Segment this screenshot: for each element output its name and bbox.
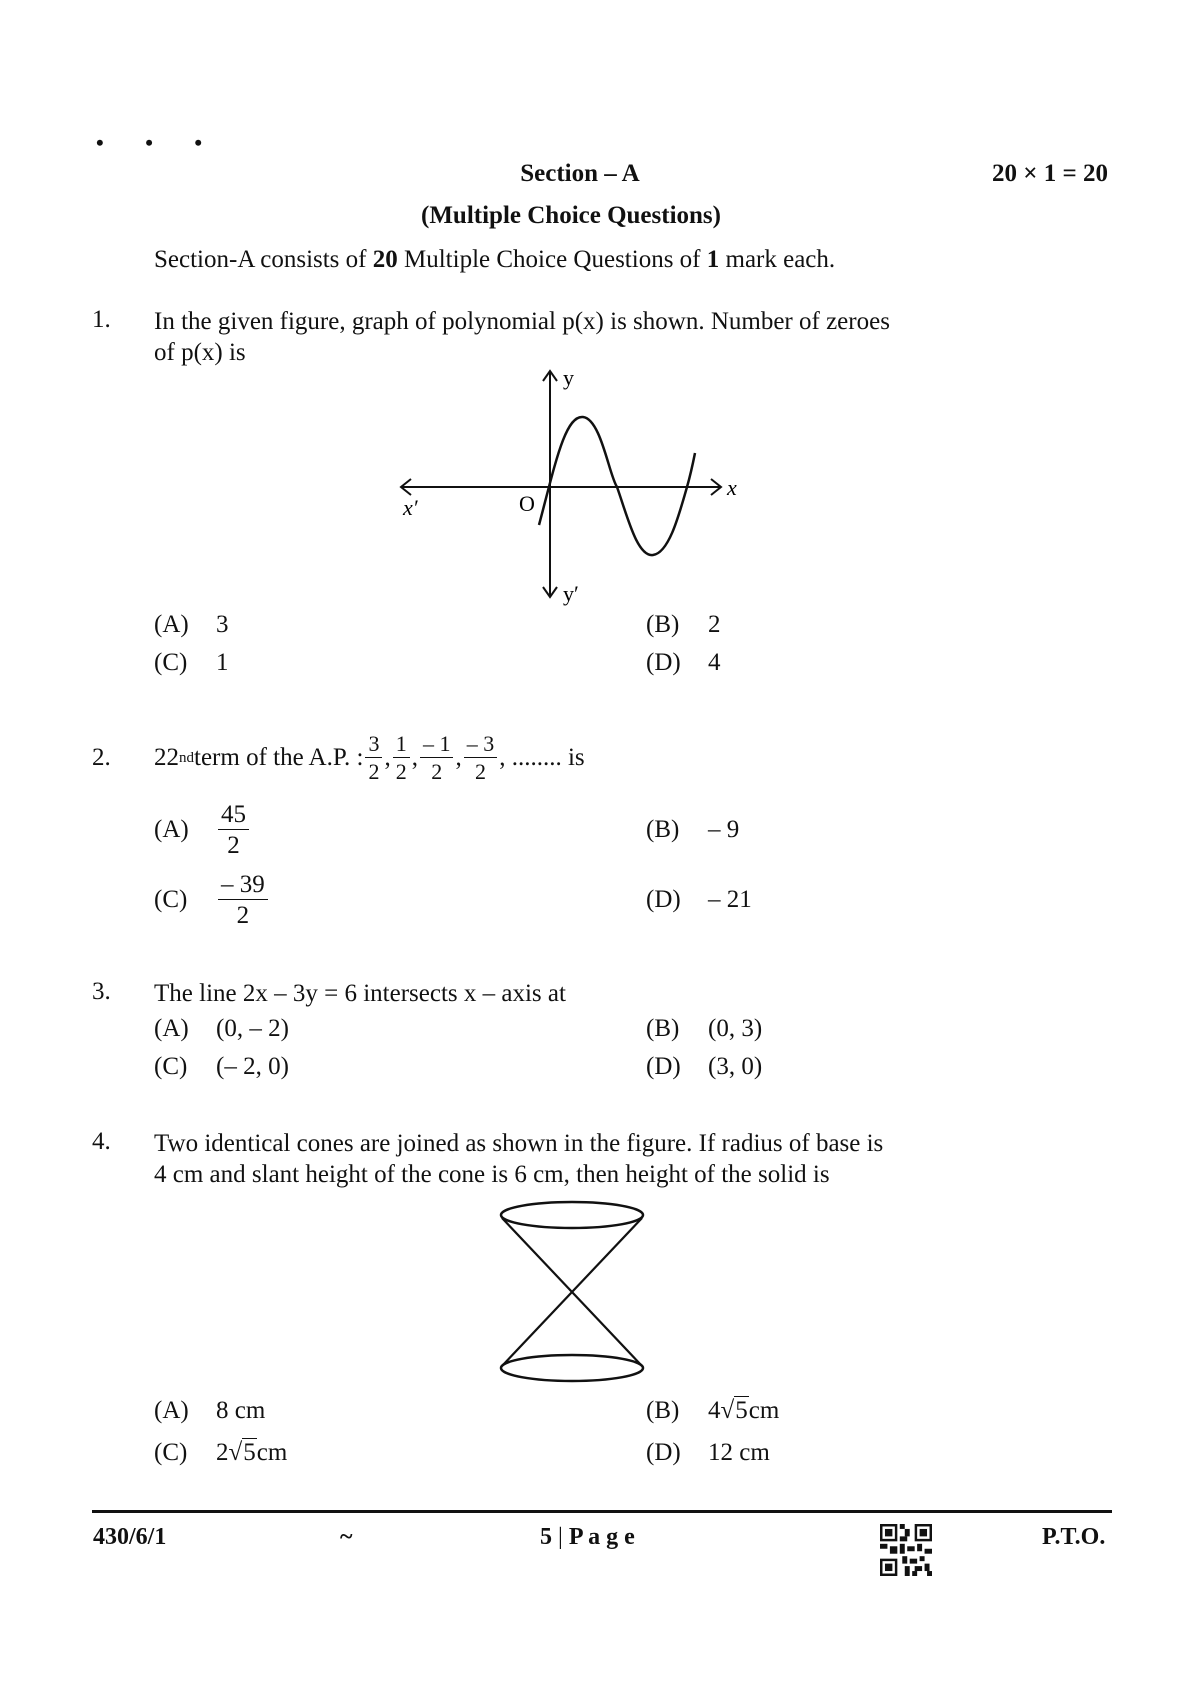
question-3-number: 3. [92, 978, 111, 1005]
q1-option-c[interactable]: (C) 1 [154, 649, 229, 676]
q2-option-d[interactable]: (D) – 21 [646, 886, 752, 913]
q4-option-a[interactable]: (A) 8 cm [154, 1397, 266, 1424]
y-axis-label: y [563, 365, 574, 390]
paper-code: 430/6/1 [93, 1524, 167, 1550]
origin-label: O [519, 491, 535, 516]
question-4-text: Two identical cones are joined as shown in the figure. If radius of base is 4 cm and slant height of the cone is 6 cm, then height of the solid is [154, 1130, 884, 1188]
q2-option-a[interactable]: (A) $\frac{45}{2}$ [154, 798, 251, 862]
section-intro: Section-A consists of 20 Multiple Choice Questions of 1 mark each. [154, 246, 836, 273]
q3-option-b[interactable]: (B) (0, 3) [646, 1015, 763, 1042]
please-turn-over: P.T.O. [1042, 1524, 1106, 1550]
q3-option-a[interactable]: (A) (0, – 2) [154, 1015, 289, 1042]
section-subtitle: (Multiple Choice Questions) [421, 202, 721, 229]
sqrt-symbol: √5 [228, 1439, 256, 1466]
question-2-number: 2. [92, 744, 111, 771]
q4-option-d[interactable]: (D) 12 cm [646, 1439, 770, 1466]
question-1-text: In the given figure, graph of polynomial p(x) is shown. Number of zeroes of p(x) is [154, 308, 890, 366]
question-1-number: 1. [92, 306, 111, 333]
q2-option-c[interactable]: (C) $\frac{- 39}{2}$ [154, 868, 270, 932]
ap-term-3: $\frac{- 1}{2}$ [420, 733, 454, 783]
double-cone-figure [494, 1196, 654, 1386]
question-4-number: 4. [92, 1128, 111, 1155]
q1-option-b[interactable]: (B) 2 [646, 611, 721, 638]
footer-tilde: ~ [340, 1524, 353, 1550]
qr-code-icon [880, 1524, 932, 1576]
header-dots: • • • [96, 130, 221, 155]
q4-option-b[interactable]: (B) 4 √5 cm [646, 1397, 780, 1424]
x-axis-label: x [727, 475, 737, 500]
q3-option-c[interactable]: (C) (– 2, 0) [154, 1053, 289, 1080]
question-2-text: 22 nd term of the A.P. : $\frac{3}{2}$ , $\frac{1}{2}$ , $\frac{- 1}{2}$ , $\frac{- 3}{2}$ , ........ is [154, 731, 585, 784]
question-3-text: The line 2x – 3y = 6 intersects x – axis at [154, 980, 566, 1007]
section-marks: 20 × 1 = 20 [992, 160, 1108, 187]
page-indicator: 5 | P a g e [540, 1524, 635, 1550]
q3-option-d[interactable]: (D) (3, 0) [646, 1053, 763, 1080]
ap-term-2: $\frac{1}{2}$ [393, 733, 410, 783]
q1-option-d[interactable]: (D) 4 [646, 649, 721, 676]
x-prime-label: x′ [403, 495, 418, 520]
section-title: Section – A [520, 160, 640, 187]
q1-option-a[interactable]: (A) 3 [154, 611, 229, 638]
footer-divider [92, 1510, 1112, 1513]
sqrt-symbol: √5 [720, 1397, 748, 1424]
y-prime-label: y′ [563, 581, 579, 606]
q4-option-c[interactable]: (C) 2 √5 cm [154, 1439, 288, 1466]
q2-option-b[interactable]: (B) – 9 [646, 816, 740, 843]
ap-term-1: $\frac{3}{2}$ [365, 733, 382, 783]
polynomial-graph-figure [395, 365, 755, 610]
ap-term-4: $\frac{- 3}{2}$ [464, 733, 498, 783]
